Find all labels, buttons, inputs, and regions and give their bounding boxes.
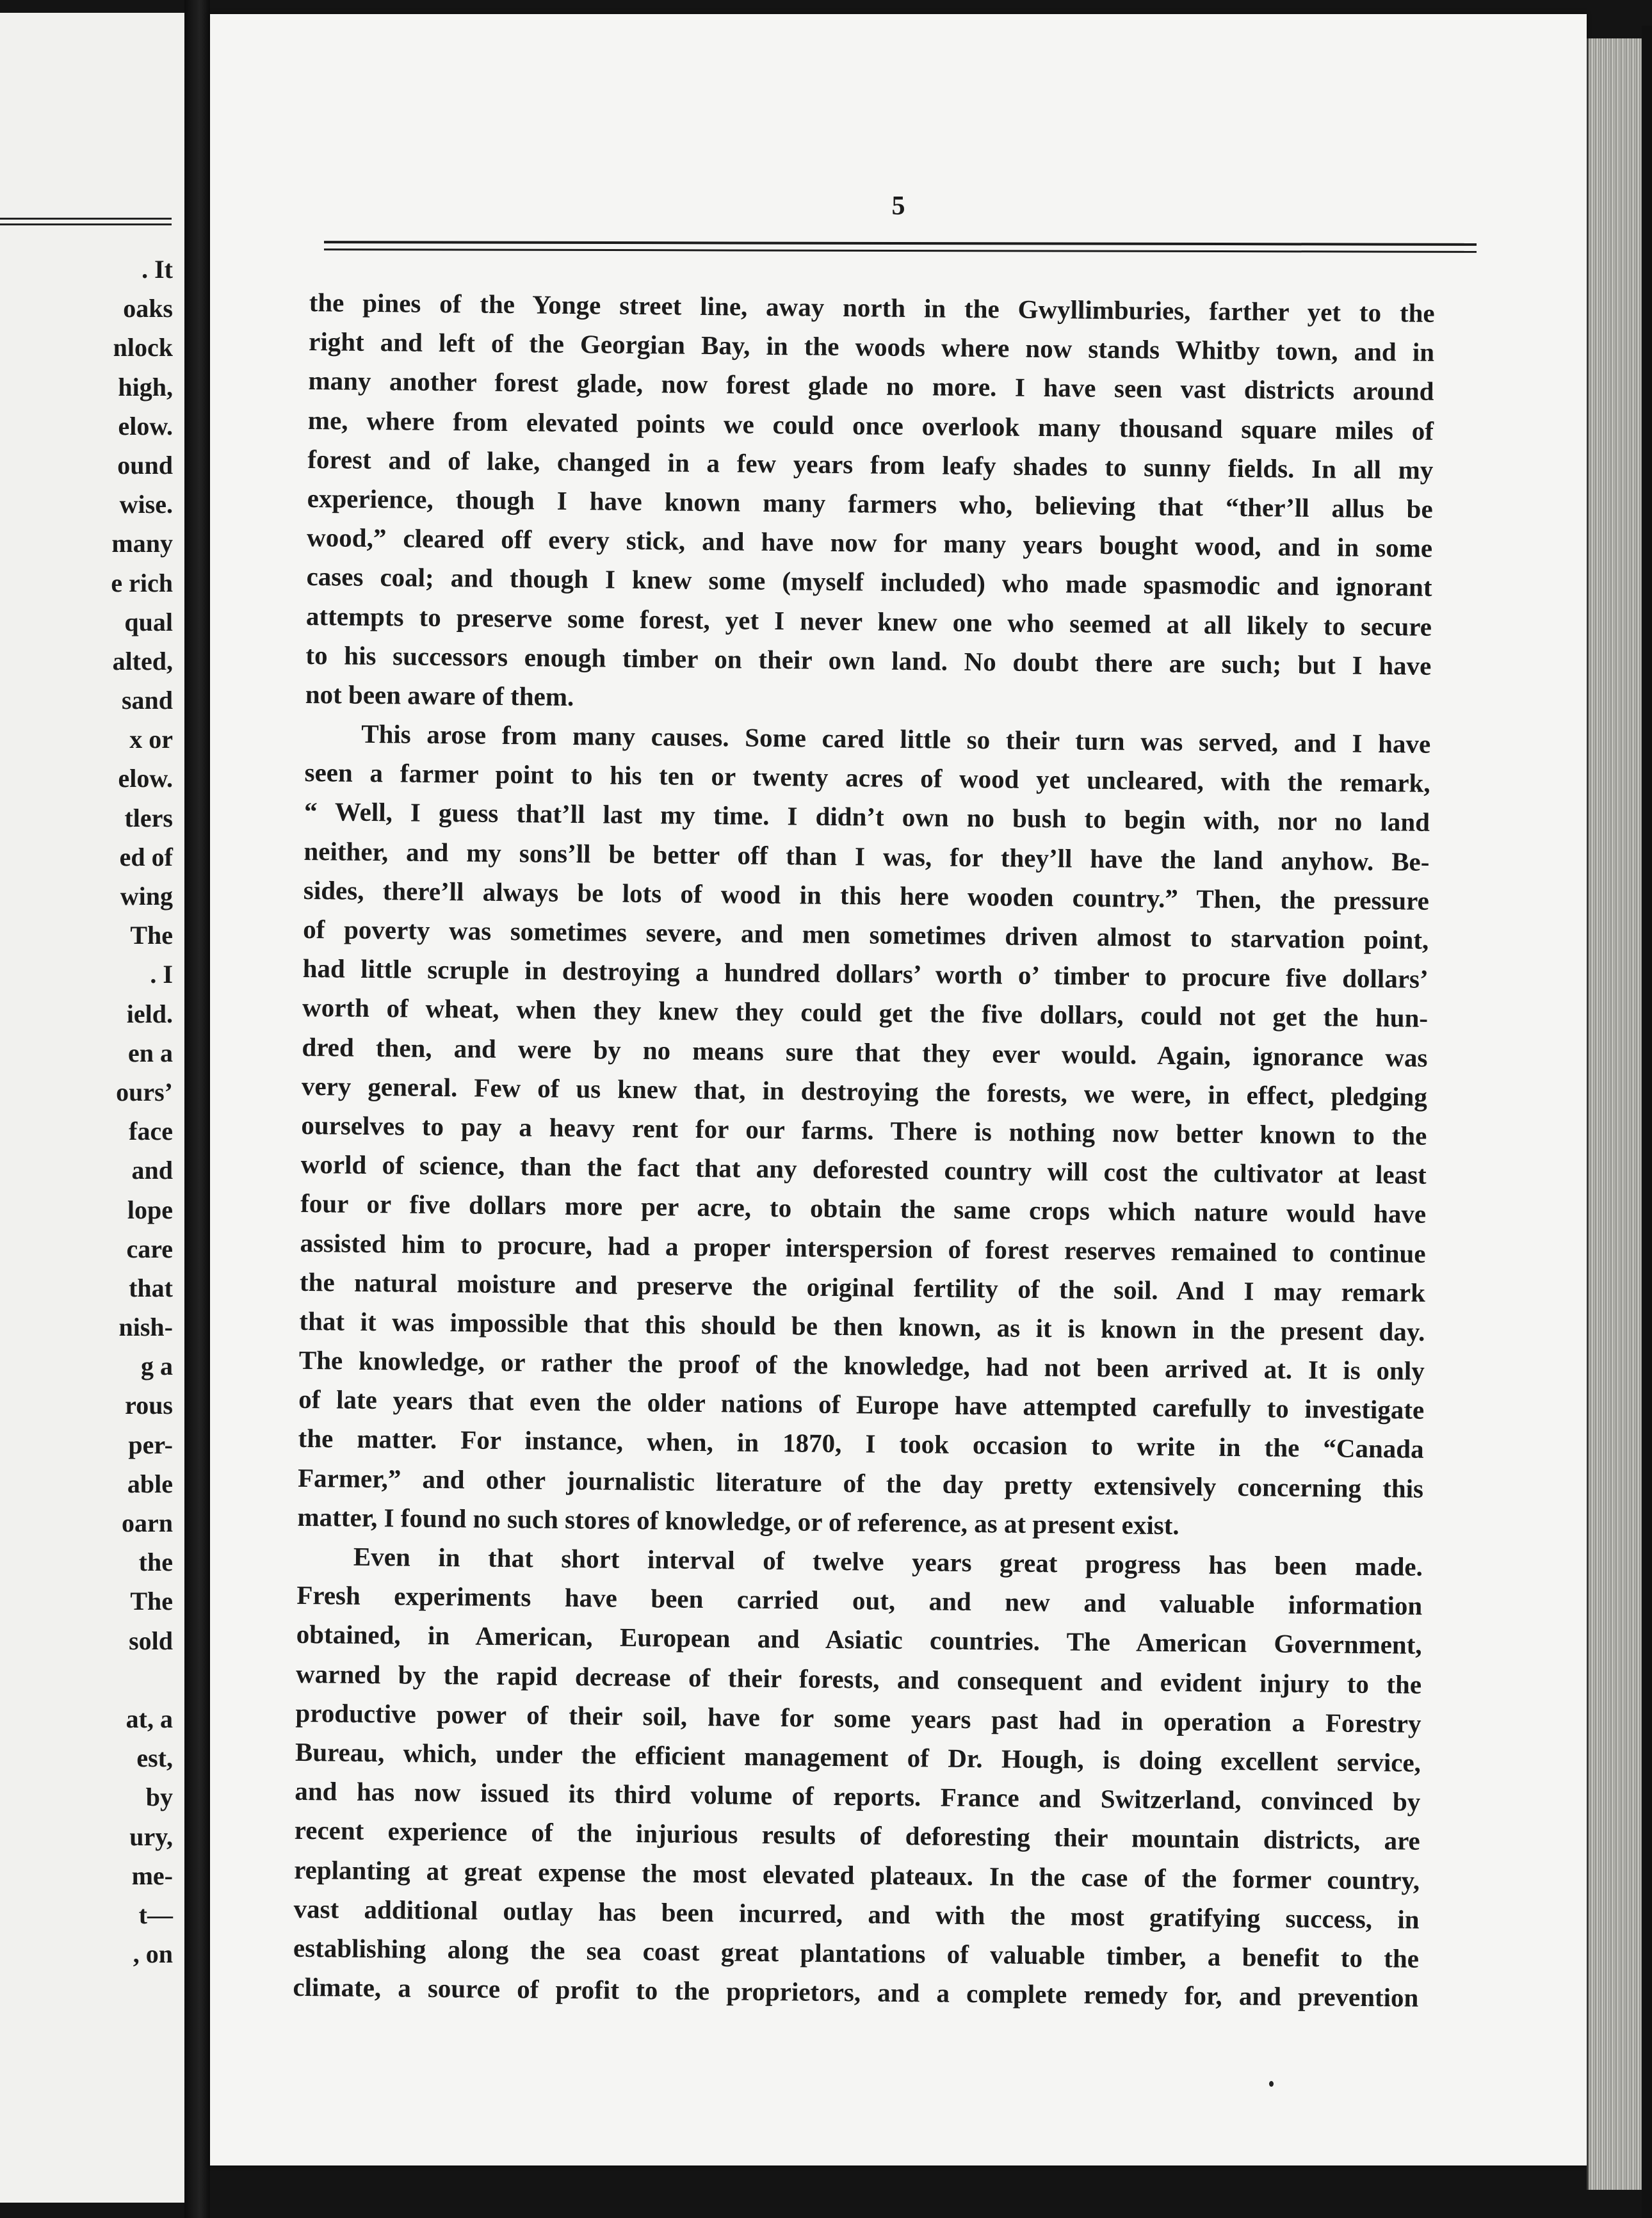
previous-page-line-fragment: ound [117,450,173,480]
page-number: 5 [891,191,905,221]
text-line: of poverty was sometimes severe, and men sometimes driven almost to starvation point, [303,914,1429,955]
previous-page-line-fragment: The [130,1587,173,1616]
previous-page-line-fragment: en a [128,1038,173,1067]
previous-page-rule [0,218,172,225]
text-line: of late years that even the older nations of Europe have attempted carefully to investigate [298,1384,1425,1425]
previous-page-line-fragment: ed of [119,842,173,871]
text-line: four or five dollars more per acre, to obtain the same crops which nature would have [300,1188,1427,1229]
text-line: Farmer,” and other journalistic literature of the day pretty extensively concerning this [297,1462,1424,1503]
previous-page-line-fragment: sand [121,686,173,715]
text-line: productive power of their soil, have for some years past had in operation a Forestry [295,1697,1421,1738]
previous-page-line-fragment: and [131,1156,173,1185]
previous-page-line-fragment: , on [133,1939,173,1969]
text-line: and has now issued its third volume of reports. France and Switzerland, convinced by [295,1776,1421,1817]
text-line: dred then, and were by no means sure that they ever would. Again, ignorance was [302,1032,1428,1073]
previous-page-line-fragment: est, [136,1744,173,1773]
previous-page-line-fragment: wing [120,882,173,911]
book-binding-gutter [184,0,210,2218]
text-line: right and left of the Georgian Bay, in the woods where now stands Whitby town, and in [308,327,1435,368]
previous-page-line-fragment: high, [118,372,173,401]
previous-page-line-fragment: oaks [123,294,173,323]
book-page [210,14,1587,2165]
text-line: experience, though I have known many farmers who, believing that “ther’ll allus be [307,483,1433,524]
previous-page-line-fragment: . I [150,960,173,989]
text-line: the matter. For instance, when, in 1870, I took occasion to write in the “Canada [298,1423,1424,1464]
text-line: many another forest glade, now forest glade no more. I have seen vast districts around [308,366,1434,407]
previous-page-line-fragment: by [145,1783,173,1812]
page-body-text [293,283,1435,2018]
header-double-rule [324,241,1477,253]
previous-page-line-fragment: sold [129,1626,173,1655]
previous-page-line-fragment: per- [128,1430,173,1459]
text-line: very general. Few of us knew that, in destroying the forests, we were, in effect, pledging [301,1071,1428,1112]
previous-page-line-fragment: ury, [129,1822,173,1851]
text-line: obtained, in American, European and Asiatic countries. The American Government, [296,1619,1422,1660]
previous-page-line-fragment: tlers [124,803,173,832]
text-line: attempts to preserve some forest, yet I never knew one who seemed at all likely to secure [305,601,1432,642]
text-line: recent experience of the injurious results of deforesting their mountain districts, are [294,1815,1420,1856]
text-line: neither, and my sons’ll be better off than I was, for they’ll have the land anyhow. Be- [304,836,1430,877]
scan-edge-shadow [1642,26,1652,2218]
text-line: establishing along the sea coast great plantations of valuable timber, a benefit to the [293,1932,1420,1973]
previous-page-line-fragment: me- [131,1861,173,1890]
text-line: the natural moisture and preserve the original fertility of the soil. And I may remark [299,1267,1426,1307]
text-line: worth of wheat, when they knew they could get the five dollars, could not get the hun- [302,992,1429,1033]
previous-page-line-fragment: e rich [111,568,173,597]
previous-page-line-fragment: many [111,529,173,558]
previous-page-line-fragment: oarn [122,1509,173,1537]
previous-page-line-fragment: qual [124,607,173,636]
text-line: had little scruple in destroying a hundred dollars’ worth o’ timber to procure five dollars’ [302,953,1429,994]
text-line: not been aware of them. [305,679,574,711]
previous-page-line-fragment: wise. [119,490,173,519]
text-line: me, where from elevated points we could once overlook many thousand square miles of [307,405,1434,446]
text-line: world of science, than the fact that any deforested country will cost the cultivator at least [300,1149,1427,1190]
text-line: vast additional outlay has been incurred, and with the most gratifying success, in [293,1893,1420,1934]
text-line: “ Well, I guess that’ll last my time. I didn’t own no bush to begin with, nor no land [304,797,1430,838]
previous-page-text-fragments [111,250,173,1973]
page-stack-edge [1587,38,1644,2190]
previous-page-line-fragment: alted, [112,646,173,676]
text-line: assisted him to procure, had a proper interspersion of forest reserves remained to continue [300,1227,1426,1268]
previous-page-line-fragment: nish- [118,1313,173,1342]
previous-page-line-fragment: rous [125,1391,173,1420]
text-line: The knowledge, or rather the proof of the knowledge, had not been arrived at. It is only [298,1345,1425,1386]
text-line: seen a farmer point to his ten or twenty acres of wood yet uncleared, with the remark, [304,757,1430,798]
previous-page-line-fragment: elow. [118,411,173,441]
previous-page-line-fragment: face [129,1117,173,1146]
text-line: Even in that short interval of twelve years great progress has been made. [353,1541,1423,1582]
previous-page-line-fragment [111,1660,173,1699]
text-line: ourselves to pay a heavy rent for our farms. There is nothing now better known to the [301,1110,1427,1151]
text-line: replanting at great expense the most elevated plateaux. In the case of the former country, [293,1854,1420,1895]
text-line: matter, I found no such stores of knowledge, or of reference, as at present exist. [297,1502,1179,1540]
previous-page-line-fragment: . It [142,255,173,284]
previous-page-line-fragment: the [138,1548,173,1577]
text-line: Bureau, which, under the efficient management of Dr. Hough, is doing excellent service, [295,1736,1421,1777]
text-line: cases coal; and though I knew some (myself included) who made spasmodic and ignorant [306,562,1432,603]
previous-page-line-fragment: nlock [113,333,173,362]
previous-page-line-fragment: g a [141,1352,173,1381]
text-line: Fresh experiments have been carried out, and new and valuable information [296,1580,1423,1621]
previous-page-line-fragment: elow. [118,764,173,793]
previous-page-line-fragment: t— [138,1900,173,1929]
text-line: sides, there’ll always be lots of wood in this here wooden country.” Then, the pressure [303,875,1430,916]
text-line: This arose from many causes. Some cared little so their turn was served, and I have [361,718,1431,759]
previous-page-line-fragment: care [126,1234,173,1263]
text-line: climate, a source of profit to the proprietors, and a complete remedy for, and prevention [293,1971,1419,2012]
previous-page-line-fragment: The [130,921,173,950]
previous-page-line-fragment: ield. [126,999,173,1028]
previous-page-line-fragment: lope [127,1195,173,1224]
text-line: warned by the rapid decrease of their forests, and consequent and evident injury to the [295,1658,1422,1699]
text-line: to his successors enough timber on their own land. No doubt there are such; but I have [305,640,1432,681]
text-line: that it was impossible that this should be then known, as it is known in the present day. [299,1306,1425,1347]
previous-page-line-fragment: able [127,1469,173,1498]
text-line: wood,” cleared off every stick, and have now for many years bought wood, and in some [306,522,1433,563]
ink-speck [1269,2081,1274,2087]
previous-page-line-fragment: at, a [126,1704,173,1733]
text-line: forest and of lake, changed in a few years from leafy shades to sunny fields. In all my [307,444,1434,485]
previous-page-line-fragment: that [129,1273,173,1302]
text-line: the pines of the Yonge street line, away north in the Gwyllimburies, farther yet to the [309,287,1435,328]
previous-page-line-fragment: ours’ [116,1077,173,1106]
previous-page-line-fragment: x or [129,725,173,754]
previous-page-fragment [0,13,187,2203]
